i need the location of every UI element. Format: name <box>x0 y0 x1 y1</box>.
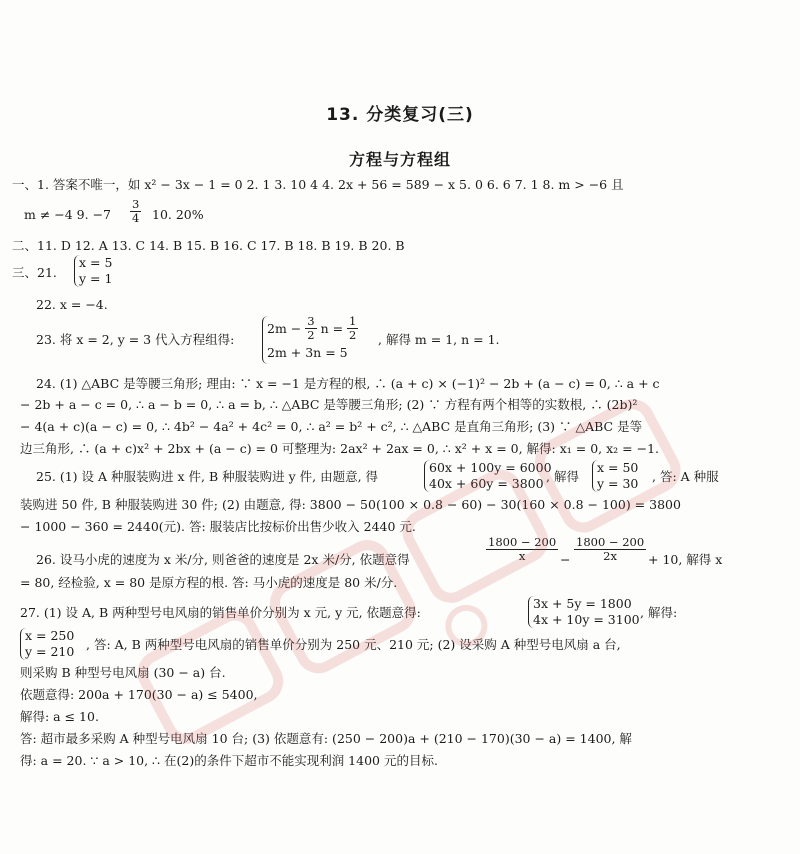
fraction-denominator: 2 <box>307 328 315 342</box>
q25-line2: 装购进 50 件, B 种服装购进 30 件; (2) 由题意, 得: 3800 − 50(100 × 0.8 − 60) − 30(160 × 0.8 − 100) = 3800 <box>20 497 681 512</box>
sec1-line2a: m ≠ −4 9. −7 <box>24 207 111 222</box>
q26-pre: 26. 设马小虎的速度为 x 米/分, 则爸爸的速度是 2x 米/分, 依题意得 <box>36 552 410 567</box>
q24-line1: 24. (1) △ABC 是等腰三角形; 理由: ∵ x = −1 是方程的根, ∴ (a + c) × (−1)² − 2b + (a − c) = 0, ∴ a + c <box>36 376 660 391</box>
q27-line2: , 答: A, B 两种型号电风扇的销售单价分别为 250 元、210 元; (2) 设采购 A 种型号电风扇 a 台, <box>86 637 621 652</box>
sec1-line1: 一、1. 答案不唯一，如 x² − 3x − 1 = 0 2. 1 3. 10 4 4. 2x + 56 = 589 − x 5. 0 6. 6 7. 1 8. m > −6 且 <box>12 177 624 192</box>
sec2-line: 二、11. D 12. A 13. C 14. B 15. B 16. C 17. B 18. B 19. B 20. B <box>12 238 405 253</box>
watermark-stamp-icon <box>136 398 704 787</box>
q25-tail: , 答: A 种服 <box>652 469 719 484</box>
q27-line1-tail: , 解得: <box>640 605 678 620</box>
q27-line4: 依题意得: 200a + 170(30 − a) ≤ 5400, <box>20 687 258 702</box>
q27-line7: 得: a = 20. ∵ a > 10, ∴ 在(2)的条件下超市不能实现利润 1400 元的目标. <box>20 753 438 768</box>
fraction-numerator: 3 <box>307 314 315 328</box>
fraction-numerator: 1 <box>349 314 357 328</box>
q25-line1: 25. (1) 设 A 种服装购进 x 件, B 种服装购进 y 件, 由题意, 得 <box>36 469 379 484</box>
q24-line2: − 2b + a − c = 0, ∴ a − b = 0, ∴ a = b, ∴ △ABC 是等腰三角形; (2) ∵ 方程有两个相等的实数根, ∴ (2b)² <box>20 397 638 412</box>
fraction-denominator: 2 <box>349 328 357 342</box>
q25-eqB2: y = 30 <box>597 476 639 491</box>
sec1-line2b: 10. 20% <box>152 207 204 222</box>
q27-line5: 解得: a ≤ 10. <box>20 709 99 724</box>
q25-mid: , 解得 <box>546 469 579 484</box>
q21-label: 三、21. <box>12 265 57 280</box>
fraction-numerator: 1800 − 200 <box>576 535 645 549</box>
q27-eqA2: 4x + 10y = 3100 <box>533 612 640 627</box>
q27-line1: 27. (1) 设 A, B 两种型号电风扇的销售单价分别为 x 元, y 元, 依题意得: <box>20 605 421 620</box>
q21-eq1: x = 5 <box>79 255 113 270</box>
q26-line2: = 80, 经检验, x = 80 是原方程的根. 答: 马小虎的速度是 80 米/分. <box>20 575 398 590</box>
q26-minus: − <box>560 552 571 567</box>
q23-eq1a: 2m − <box>267 321 302 336</box>
page-title: 13. 分类复习(三) <box>326 105 474 125</box>
q25-eqA1: 60x + 100y = 6000 <box>429 460 552 475</box>
q26-post: + 10, 解得 x <box>648 552 723 567</box>
q25-line3: − 1000 − 360 = 2440(元). 答: 服装店比按标价出售少收入 2440 元. <box>20 519 416 534</box>
q24-line4: 边三角形, ∴ (a + c)x² + 2bx + (a − c) = 0 可整理为: 2ax² + 2ax = 0, ∴ x² + x = 0, 解得: x₁ = 0, x₂ = −1. <box>20 441 659 456</box>
fraction-denominator: 2x <box>603 549 617 563</box>
q27-line3: 则采购 B 种型号电风扇 (30 − a) 台. <box>20 665 226 680</box>
q27-eqB1: x = 250 <box>25 628 75 643</box>
section-subtitle: 方程与方程组 <box>348 150 451 169</box>
q21-eq2: y = 1 <box>79 271 113 286</box>
q25-eqA2: 40x + 60y = 3800 <box>429 476 544 491</box>
fraction-numerator: 3 <box>132 197 140 211</box>
q22: 22. x = −4. <box>36 297 108 312</box>
q23-suffix: , 解得 m = 1, n = 1. <box>378 332 500 347</box>
q27-eqB2: y = 210 <box>25 644 75 659</box>
fraction-denominator: x <box>518 549 526 563</box>
fraction-numerator: 1800 − 200 <box>488 535 557 549</box>
q23-eq1b: n = <box>320 321 344 336</box>
q27-line6: 答: 超市最多采购 A 种型号电风扇 10 台; (3) 依题意有: (250 − 200)a + (210 − 170)(30 − a) = 1400, 解 <box>20 731 632 746</box>
q23-eq2: 2m + 3n = 5 <box>267 345 348 360</box>
q27-eqA1: 3x + 5y = 1800 <box>533 596 632 611</box>
fraction-denominator: 4 <box>132 211 140 225</box>
q25-eqB1: x = 50 <box>597 460 639 475</box>
q24-line3: − 4(a + c)(a − c) = 0, ∴ 4b² − 4a² + 4c² = 0, ∴ a² = b² + c², ∴ △ABC 是直角三角形; (3) ∵ △ABC 是等 <box>20 419 643 434</box>
q23-prefix: 23. 将 x = 2, y = 3 代入方程组得: <box>36 332 235 347</box>
